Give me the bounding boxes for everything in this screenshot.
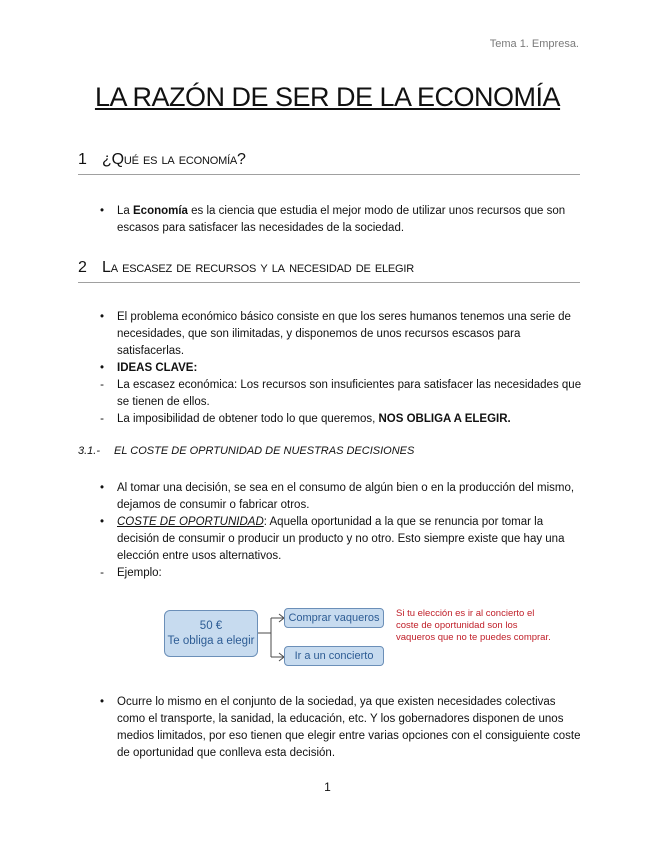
term-economia: Economía: [133, 205, 188, 217]
bullet-marker: •: [99, 362, 105, 374]
bullet-marker: •: [99, 482, 105, 494]
section-1-number: 1: [78, 151, 87, 168]
section-2-title: La escasez de recursos y la necesidad de elegir: [102, 259, 414, 276]
opportunity-cost-diagram: [160, 604, 560, 668]
page-number: 1: [324, 780, 331, 794]
list-item: [95, 309, 585, 360]
subsection-list: [95, 480, 585, 582]
list-item: [95, 480, 585, 514]
list-item: [95, 411, 585, 428]
dash-text: Ejemplo:: [117, 567, 162, 579]
section-2-number: 2: [78, 259, 87, 276]
coste-oportunidad-term: COSTE DE OPORTUNIDAD: [117, 516, 264, 528]
list-item: [95, 514, 585, 565]
list-item: [95, 203, 585, 237]
dash-text: La escasez económica: Los recursos son insuficientes para satisfacer las necesidades que se tienen de ellos.: [117, 379, 582, 408]
subsection-title: EL COSTE DE OPRTUNIDAD DE NUESTRAS DECISIONES: [114, 445, 415, 457]
bullet-marker: •: [99, 516, 105, 528]
budget-caption: Te obliga a elegir: [167, 635, 255, 647]
connector-lines: [258, 618, 284, 657]
list-item: [95, 565, 585, 582]
budget-amount: 50 €: [199, 620, 223, 632]
diagram-note: Si tu elección es ir al concierto el coste de oportunidad son los vaqueros que no te puedes comprar.: [396, 608, 551, 643]
bullet-text: es la ciencia que estudia el mejor modo de utilizar unos recursos que son escasos para satisfacer las necesidades de la sociedad.: [117, 205, 566, 234]
dash-marker: -: [100, 413, 104, 425]
list-item: [95, 694, 585, 762]
section-1-title: ¿Qué es la economía?: [102, 151, 246, 168]
bullet-text: El problema económico básico consiste en que los seres humanos tenemos una serie de necesidades, que son ilimitadas, y disponemos de unos recursos escasos para satisfacerlas.: [117, 311, 571, 357]
list-item: [95, 360, 585, 377]
bullet-text: Al tomar una decisión, se sea en el consumo de algún bien o en la producción del mismo, dejamos de consumir o fabricar otros.: [117, 482, 575, 511]
bullet-marker: •: [99, 311, 105, 323]
dash-marker: -: [100, 379, 104, 391]
option-box-vaqueros: Comprar vaqueros: [284, 608, 384, 628]
bullet-text: : Aquella oportunidad a la que se renuncia por tomar la decisión de consumir o producir un producto y no otro. Esto siempre existe que hay una elección entre usos alternativos.: [117, 516, 565, 562]
section-2-list: [95, 309, 585, 428]
section-2-heading: [78, 259, 580, 283]
budget-box: [164, 610, 258, 657]
option-box-concierto: Ir a un concierto: [284, 646, 384, 666]
bullet-marker: •: [99, 696, 105, 708]
running-header: Tema 1. Empresa.: [489, 38, 579, 50]
ideas-clave-label: IDEAS CLAVE:: [117, 362, 198, 374]
final-list: [95, 694, 585, 762]
emphasis-text: NOS OBLIGA A ELEGIR.: [378, 413, 511, 425]
bullet-marker: •: [99, 205, 105, 217]
section-1-heading: [78, 151, 580, 175]
bullet-text: La: [117, 205, 133, 217]
list-item: [95, 377, 585, 411]
subsection-heading: [78, 445, 414, 457]
bullet-text: Ocurre lo mismo en el conjunto de la sociedad, ya que existen necesidades colectivas como el transporte, la sanidad, la educación, etc. Y los gobernadores disponen de unos medios limitados, por eso tienen que elegir entre varias opciones con el consiguiente coste de oportunidad que conlleva esta decisión.: [117, 696, 581, 759]
dash-marker: -: [100, 567, 104, 579]
section-1-list: [95, 203, 585, 237]
dash-text: La imposibilidad de obtener todo lo que queremos,: [117, 413, 379, 425]
subsection-number: 3.1.-: [78, 445, 101, 457]
page-title: LA RAZÓN DE SER DE LA ECONOMÍA: [94, 82, 561, 112]
